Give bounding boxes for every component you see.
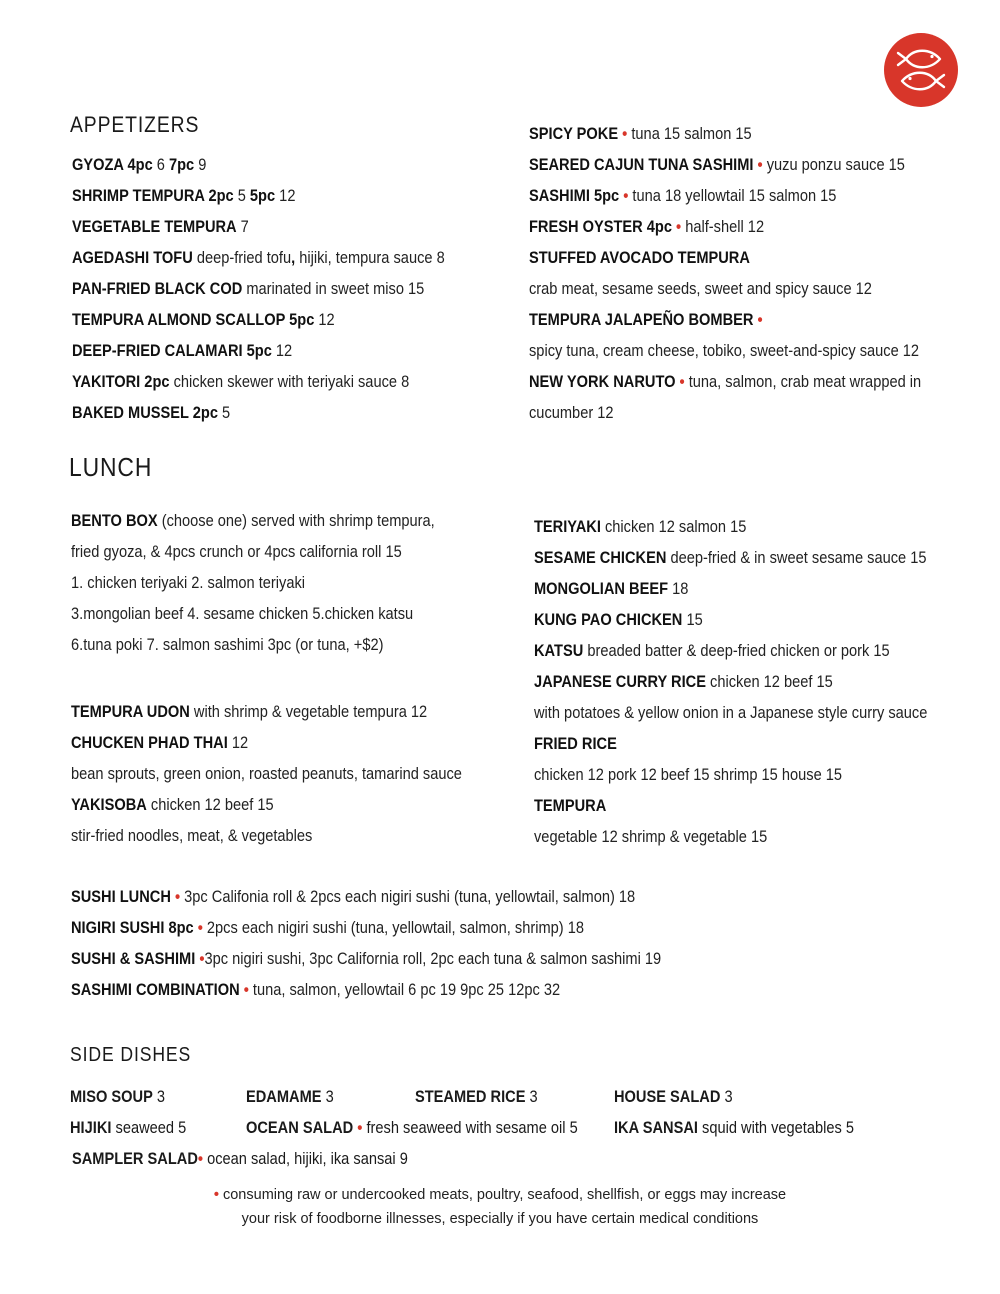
- item-name: YAKITORI 2pc: [72, 372, 170, 391]
- item-detail: marinated in sweet miso 15: [242, 279, 425, 298]
- item-detail: deep-fried tofu: [192, 248, 292, 267]
- item-name: TEMPURA UDON: [71, 702, 190, 721]
- item-name: STEAMED RICE: [415, 1087, 526, 1106]
- item-detail: fresh seaweed with sesame oil 5: [366, 1118, 578, 1137]
- menu-line: [534, 604, 927, 635]
- menu-line: [529, 149, 921, 180]
- lunch-title: LUNCH: [69, 452, 153, 482]
- item-detail: chicken 12 beef 15: [146, 795, 274, 814]
- item-name: SEARED CAJUN TUNA SASHIMI: [529, 155, 754, 174]
- item-detail: squid with vegetables 5: [697, 1118, 854, 1137]
- item-detail: 12: [275, 186, 296, 205]
- raw-food-notice: [0, 1183, 1000, 1231]
- item-detail: seaweed 5: [111, 1118, 187, 1137]
- raw-warning-dot: •: [618, 124, 632, 143]
- item-name: SUSHI LUNCH: [71, 887, 171, 906]
- raw-warning-dot: •: [239, 980, 253, 999]
- item-name: CHUCKEN PHAD THAI: [71, 733, 228, 752]
- item-name: PAN-FRIED BLACK COD: [72, 279, 243, 298]
- item-detail: with shrimp & vegetable tempura 12: [189, 702, 428, 721]
- item-name: FRESH OYSTER 4pc: [529, 217, 672, 236]
- side-hijiki: [70, 1112, 186, 1143]
- side-steamed-rice: [415, 1081, 538, 1112]
- item-name: YAKISOBA: [71, 795, 147, 814]
- item-name: TEMPURA ALMOND SCALLOP 5pc: [72, 310, 315, 329]
- item-name: DEEP-FRIED CALAMARI 5pc: [72, 341, 272, 360]
- item-name: HOUSE SALAD: [614, 1087, 721, 1106]
- menu-line: [72, 304, 445, 335]
- lunch-sushi-list: [71, 881, 757, 1005]
- menu-line: [71, 820, 462, 851]
- item-detail: tuna, salmon, yellowtail 6 pc 19 9pc 25 12pc 32: [252, 980, 561, 999]
- item-name: NIGIRI SUSHI 8pc: [71, 918, 194, 937]
- item-detail: tuna 15 salmon 15: [631, 124, 752, 143]
- item-name: NEW YORK NARUTO: [529, 372, 676, 391]
- item-name: MONGOLIAN BEEF: [534, 579, 669, 598]
- appetizers-left-list: [72, 149, 505, 428]
- menu-line: [534, 790, 927, 821]
- item-name: SPICY POKE: [529, 124, 619, 143]
- item-detail: cucumber 12: [529, 403, 614, 422]
- menu-line: [71, 567, 435, 598]
- item-name: BAKED MUSSEL 2pc: [72, 403, 218, 422]
- raw-warning-dot: •: [675, 372, 689, 391]
- item-detail: 2pcs each nigiri sushi (tuna, yellowtail, salmon, shrimp) 18: [206, 918, 584, 937]
- item-detail: 12: [314, 310, 335, 329]
- item-detail: 7: [236, 217, 249, 236]
- raw-warning-dot: •: [619, 186, 633, 205]
- item-name: JAPANESE CURRY RICE: [534, 672, 706, 691]
- item-detail: 3: [720, 1087, 733, 1106]
- raw-warning-dot: •: [753, 155, 767, 174]
- item-detail: (choose one) served with shrimp tempura,: [157, 511, 435, 530]
- item-name: VEGETABLE TEMPURA: [72, 217, 237, 236]
- item-detail: 12: [271, 341, 293, 360]
- item-name: MISO SOUP: [70, 1087, 153, 1106]
- menu-line: [534, 759, 927, 790]
- item-name: STUFFED AVOCADO TEMPURA: [529, 248, 750, 267]
- menu-line: [534, 542, 927, 573]
- item-name: SASHIMI COMBINATION: [71, 980, 240, 999]
- menu-line: [72, 180, 445, 211]
- item-detail: 3pc Califonia roll & 2pcs each nigiri sushi (tuna, yellowtail, salmon) 18: [184, 887, 636, 906]
- raw-warning-dot: •: [170, 887, 185, 906]
- raw-warning-dot: •: [193, 918, 207, 937]
- menu-line: [534, 821, 927, 852]
- menu-line: [72, 335, 445, 366]
- item-name: IKA SANSAI: [614, 1118, 698, 1137]
- fish-logo-icon: [884, 33, 958, 107]
- item-detail: 3.mongolian beef 4. sesame chicken 5.chicken katsu: [71, 604, 414, 623]
- menu-line: [534, 697, 927, 728]
- item-detail: with potatoes & yellow onion in a Japanese style curry sauce: [534, 703, 928, 722]
- item-detail: 6: [152, 155, 169, 174]
- item-detail: 3: [152, 1087, 166, 1106]
- item-detail: chicken 12 beef 15: [705, 672, 833, 691]
- side-sampler-salad: [72, 1143, 408, 1174]
- menu-line: [529, 242, 921, 273]
- item-detail: chicken 12 pork 12 beef 15 shrimp 15 house 15: [534, 765, 843, 784]
- item-detail: chicken 12 salmon 15: [600, 517, 747, 536]
- menu-line: [529, 397, 921, 428]
- item-detail: chicken skewer with teriyaki sauce 8: [169, 372, 410, 391]
- menu-line: [529, 211, 921, 242]
- menu-line: [534, 573, 927, 604]
- menu-line: [71, 943, 661, 974]
- menu-line: [529, 335, 921, 366]
- item-name: BENTO BOX: [71, 511, 158, 530]
- side-dishes-title: SIDE DISHES: [70, 1044, 192, 1066]
- notice-text-1: consuming raw or undercooked meats, poultry, seafood, shellfish, or eggs may increase: [218, 1187, 787, 1203]
- item-detail: stir-fried noodles, meat, & vegetables: [71, 826, 313, 845]
- menu-line: [71, 598, 435, 629]
- item-name: KATSU: [534, 641, 584, 660]
- raw-warning-dot: •: [753, 310, 763, 329]
- raw-warning-dot: •: [353, 1118, 367, 1137]
- menu-line: [72, 211, 445, 242]
- notice-line-1: [0, 1183, 1000, 1207]
- item-detail: 5: [217, 403, 231, 422]
- item-detail: 15: [682, 610, 703, 629]
- item-detail: breaded batter & deep-fried chicken or pork 15: [583, 641, 890, 660]
- item-name: ,: [291, 248, 296, 267]
- item-name: SAMPLER SALAD: [72, 1149, 198, 1168]
- item-name: AGEDASHI TOFU: [72, 248, 193, 267]
- item-name: KUNG PAO CHICKEN: [534, 610, 683, 629]
- menu-line: [529, 366, 921, 397]
- item-detail: half-shell 12: [685, 217, 765, 236]
- menu-line: [529, 118, 921, 149]
- side-house-salad: [614, 1081, 733, 1112]
- lunch-bento-list: [71, 505, 494, 660]
- item-name: TEMPURA JALAPEÑO BOMBER: [529, 310, 754, 329]
- menu-line: [529, 180, 921, 211]
- item-detail: 3pc nigiri sushi, 3pc California roll, 2pc each tuna & salmon sashimi 19: [204, 949, 662, 968]
- item-detail: 5: [233, 186, 250, 205]
- item-detail: 12: [227, 733, 249, 752]
- menu-line: [534, 728, 927, 759]
- menu-line: [71, 629, 435, 660]
- menu-line: [71, 758, 462, 789]
- side-edamame: [246, 1081, 334, 1112]
- item-detail: fried gyoza, & 4pcs crunch or 4pcs california roll 15: [71, 542, 402, 561]
- menu-line: [72, 273, 445, 304]
- item-detail: 1. chicken teriyaki 2. salmon teriyaki: [71, 573, 306, 592]
- side-ika-sansai: [614, 1112, 854, 1143]
- item-name: TEMPURA: [534, 796, 607, 815]
- menu-line: [72, 366, 445, 397]
- menu-line: [71, 912, 661, 943]
- side-ocean-salad: [246, 1112, 578, 1143]
- item-detail: 18: [668, 579, 689, 598]
- item-detail: 6.tuna poki 7. salmon sashimi 3pc (or tuna, +$2): [71, 635, 384, 654]
- notice-line-2: your risk of foodborne illnesses, especially if you have certain medical conditions: [241, 1211, 759, 1227]
- menu-line: [71, 727, 462, 758]
- lunch-right-list: [534, 511, 991, 852]
- item-name: HIJIKI: [70, 1118, 112, 1137]
- item-name: GYOZA 4pc: [72, 155, 153, 174]
- item-detail: 3: [321, 1087, 334, 1106]
- menu-line: [534, 635, 927, 666]
- item-detail: crab meat, sesame seeds, sweet and spicy sauce 12: [529, 279, 872, 298]
- menu-line: [72, 242, 445, 273]
- menu-line: [529, 273, 921, 304]
- menu-line: [71, 789, 462, 820]
- item-detail: 9: [194, 155, 207, 174]
- item-name: SHRIMP TEMPURA 2pc: [72, 186, 234, 205]
- menu-line: [72, 397, 445, 428]
- appetizers-title: APPETIZERS: [70, 112, 200, 137]
- menu-line: [71, 881, 661, 912]
- item-name: SESAME CHICKEN: [534, 548, 667, 567]
- item-detail: vegetable 12 shrimp & vegetable 15: [534, 827, 768, 846]
- item-detail: tuna, salmon, crab meat wrapped in: [688, 372, 922, 391]
- item-name: SASHIMI 5pc: [529, 186, 620, 205]
- menu-line: [71, 536, 435, 567]
- menu-line: [71, 696, 462, 727]
- item-name: FRIED RICE: [534, 734, 617, 753]
- raw-warning-dot: •: [195, 949, 205, 968]
- raw-warning-dot: •: [197, 1149, 208, 1168]
- menu-line: [534, 511, 927, 542]
- menu-line: [72, 149, 445, 180]
- item-detail: 3: [525, 1087, 538, 1106]
- lunch-noodles-list: [71, 696, 526, 851]
- item-name: 5pc: [249, 186, 276, 205]
- item-detail: yuzu ponzu sauce 15: [766, 155, 905, 174]
- appetizers-right-list: [529, 118, 985, 428]
- item-name: EDAMAME: [246, 1087, 322, 1106]
- item-name: 7pc: [168, 155, 195, 174]
- item-detail: tuna 18 yellowtail 15 salmon 15: [632, 186, 837, 205]
- item-detail: bean sprouts, green onion, roasted peanuts, tamarind sauce: [71, 764, 462, 783]
- item-name: TERIYAKI: [534, 517, 601, 536]
- menu-line: [534, 666, 927, 697]
- item-detail: ocean salad, hijiki, ika sansai 9: [207, 1149, 408, 1168]
- item-name: SUSHI & SASHIMI: [71, 949, 196, 968]
- menu-line: [71, 974, 661, 1005]
- item-name: OCEAN SALAD: [246, 1118, 354, 1137]
- menu-line: [71, 505, 435, 536]
- item-detail: hijiki, tempura sauce 8: [295, 248, 445, 267]
- menu-line: [529, 304, 921, 335]
- side-miso-soup: [70, 1081, 165, 1112]
- raw-warning-dot: •: [671, 217, 686, 236]
- notice-bullet: •: [213, 1187, 219, 1203]
- item-detail: spicy tuna, cream cheese, tobiko, sweet-and-spicy sauce 12: [529, 341, 920, 360]
- item-detail: deep-fried & in sweet sesame sauce 15: [666, 548, 927, 567]
